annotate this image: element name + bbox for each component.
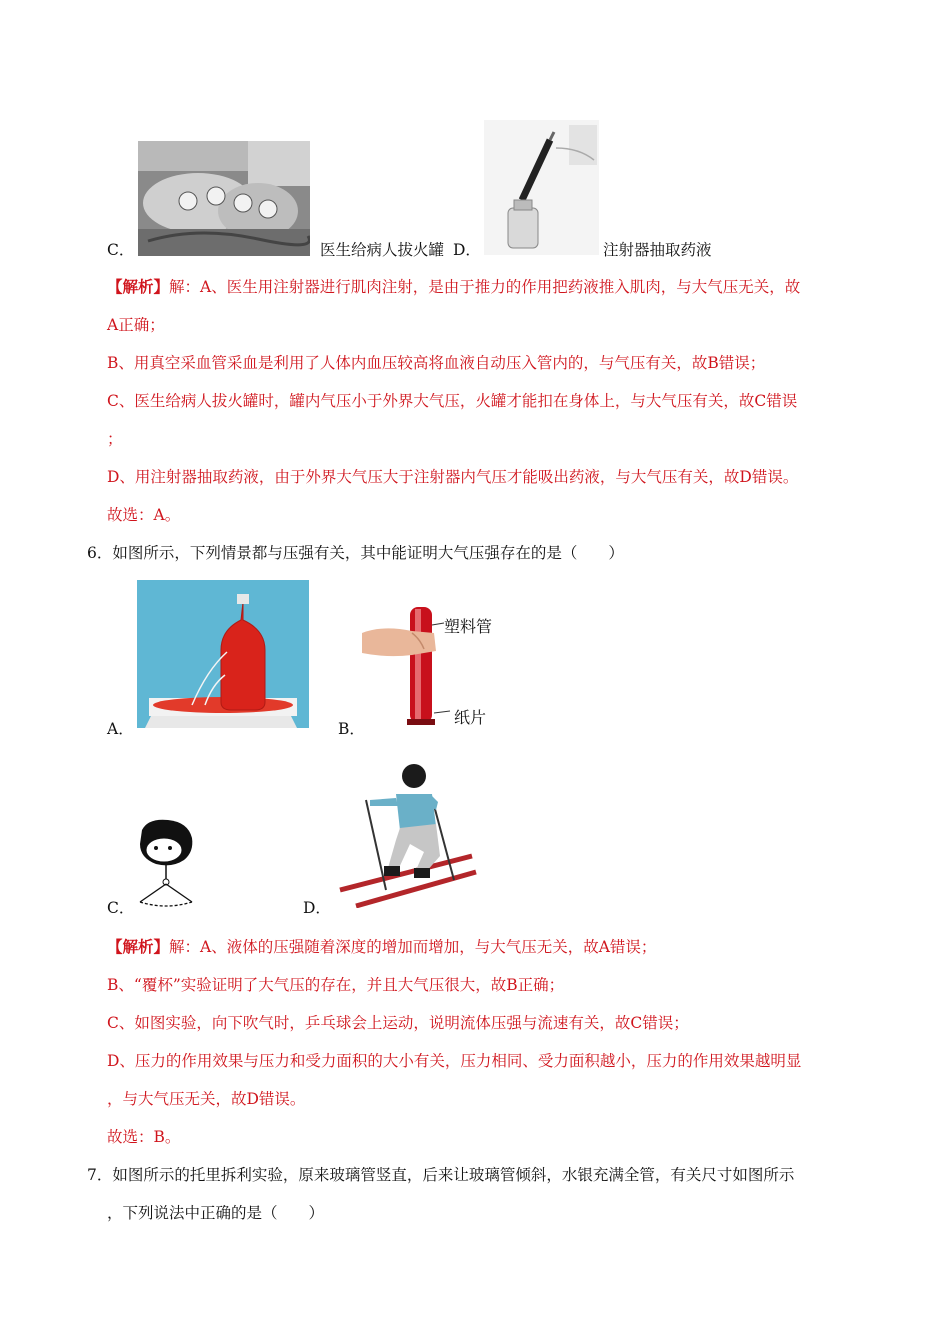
q5-analysis-line3: B、用真空采血管采血是利用了人体内血压较高将血液自动压入管内的，与气压有关，故B错误； [107, 354, 766, 372]
bottle-experiment-image [137, 580, 309, 728]
q5-option-d-text: 注射器抽取药液 [603, 241, 712, 259]
q6-analysis-line4: D、压力的作用效果与压力和受力面积的大小有关，压力相同、受力面积越小，压力的作用效果越明显 [107, 1052, 802, 1070]
q5-option-c-letter: C． [107, 241, 135, 259]
q7-stem-line2: ，下列说法中正确的是（ ） [107, 1204, 325, 1222]
q6-option-d: D． [303, 899, 331, 917]
q5-answer: 故选：A。 [107, 506, 181, 524]
q6-option-a: A． [107, 720, 134, 738]
syringe-photo [484, 120, 599, 255]
cupping-photo [138, 141, 310, 256]
q5-analysis-line6: D、用注射器抽取药液，由于外界大气压大于注射器内气压才能吸出药液，与大气压有关，故D错误。 [107, 468, 799, 486]
analysis-text: 解：A、液体的压强随着深度的增加而增加，与大气压无关，故A错误； [169, 938, 657, 956]
q6-analysis-line5: ，与大气压无关，故D错误。 [107, 1090, 306, 1108]
q6-analysis-line3: C、如图实验，向下吹气时，乒乓球会上运动，说明流体压强与流速有关，故C错误； [107, 1014, 689, 1032]
q5-analysis-line2: A正确； [107, 316, 165, 334]
q6-option-c: C． [107, 899, 135, 917]
skier-image [336, 760, 478, 908]
q6-stem: 6．如图所示，下列情景都与压强有关，其中能证明大气压强存在的是（ ） [87, 544, 624, 562]
q7-stem-line1: 7．如图所示的托里拆利实验，原来玻璃管竖直，后来让玻璃管倾斜，水银充满全管，有关尺寸如图所示 [87, 1166, 795, 1184]
analysis-tag: 【解析】 [107, 277, 170, 296]
q6-option-b: B． [338, 720, 365, 738]
analysis-text: 解：A、医生用注射器进行肌肉注射，是由于推力的作用把药液推入肌肉，与大气压无关，故 [169, 278, 801, 296]
q6-answer: 故选：B。 [107, 1128, 181, 1146]
q5-option-d-letter: D． [453, 241, 481, 259]
blowing-funnel-image [134, 818, 198, 910]
analysis-tag: 【解析】 [107, 937, 170, 956]
q5-analysis-line4: C、医生给病人拔火罐时，罐内气压小于外界大气压，火罐才能扣在身体上，与大气压有关，故C错误 [107, 392, 798, 410]
label-paper: 纸片 [454, 708, 487, 727]
q6-analysis-line2: B、“覆杯”实验证明了大气压的存在，并且大气压很大，故B正确； [107, 976, 565, 994]
label-plastic-tube: 塑料管 [444, 617, 493, 636]
q5-analysis-line1 [107, 275, 800, 297]
q5-analysis-line5: ； [107, 430, 123, 448]
q6-analysis-line1 [107, 935, 656, 957]
q5-option-c-text: 医生给病人拔火罐 [320, 241, 445, 259]
